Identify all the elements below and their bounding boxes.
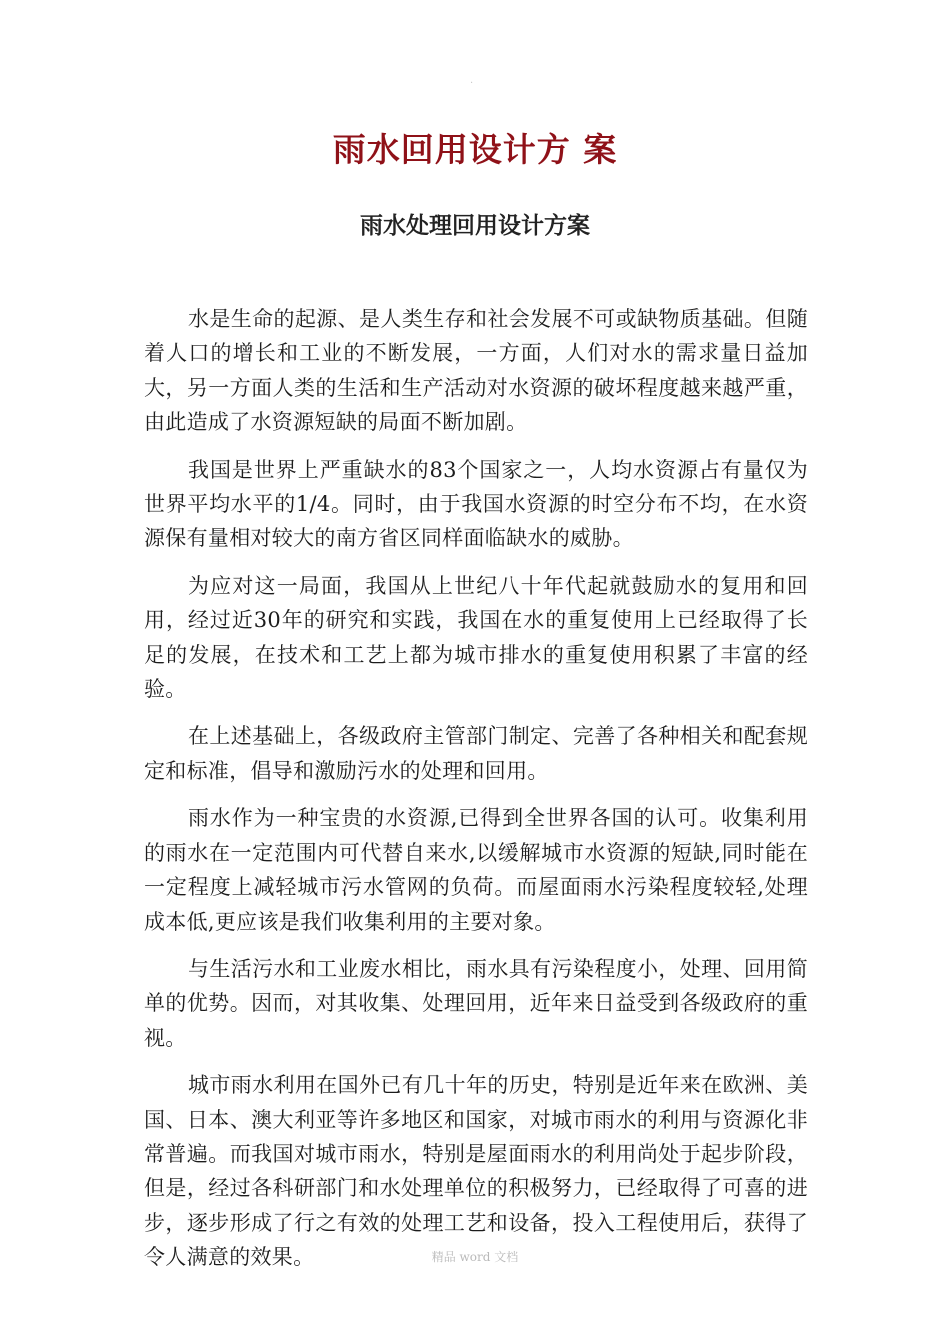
paragraph-4: 在上述基础上，各级政府主管部门制定、完善了各种相关和配套规定和标准，倡导和激励污水的处理和回用。 [144,724,808,783]
document-subtitle: 雨水处理回用设计方案 [360,212,590,239]
top-mark: . [470,75,474,86]
document-title: 雨水回用设计方 案 [332,130,618,169]
paragraph-6: 与生活污水和工业废水相比，雨水具有污染程度小，处理、回用简单的优势。因而，对其收集、处理回用，近年来日益受到各级政府的重视。 [144,956,808,1050]
paragraph-5: 雨水作为一种宝贵的水资源,已得到全世界各国的认可。收集利用的雨水在一定范围内可代替自来水,以缓解城市水资源的短缺,同时能在一定程度上减轻城市污水管网的负荷。而屋面雨水污染程度较轻,处理成本低,更应该是我们收集利用的主要对象。 [144,806,808,934]
paragraph-1: 水是生命的起源、是人类生存和社会发展不可或缺物质基础。但随着人口的增长和工业的不断发展，一方面，人们对水的需求量日益加大，另一方面人类的生活和生产活动对水资源的破坏程度越来越严重，由此造成了水资源短缺的局面不断加剧。 [144,307,808,435]
page-footer: 精品 word 文档 [431,1250,519,1264]
document-body [144,302,808,1288]
paragraph-3: 为应对这一局面，我国从上世纪八十年代起就鼓励水的复用和回用，经过近30年的研究和实践，我国在水的重复使用上已经取得了长足的发展，在技术和工艺上都为城市排水的重复使用积累了丰富的经验。 [144,573,808,702]
paragraph-2: 我国是世界上严重缺水的83个国家之一，人均水资源占有量仅为世界平均水平的1/4。同时，由于我国水资源的时空分布不均，在水资源保有量相对较大的南方省区同样面临缺水的威胁。 [144,457,808,551]
paragraph-7: 城市雨水利用在国外已有几十年的历史，特别是近年来在欧洲、美国、日本、澳大利亚等许多地区和国家，对城市雨水的利用与资源化非常普遍。而我国对城市雨水，特别是屋面雨水的利用尚处于起步阶段，但是，经过各科研部门和水处理单位的积极努力，已经取得了可喜的进步，逐步形成了行之有效的处理工艺和设备，投入工程使用后，获得了令人满意的效果。 [144,1073,808,1270]
